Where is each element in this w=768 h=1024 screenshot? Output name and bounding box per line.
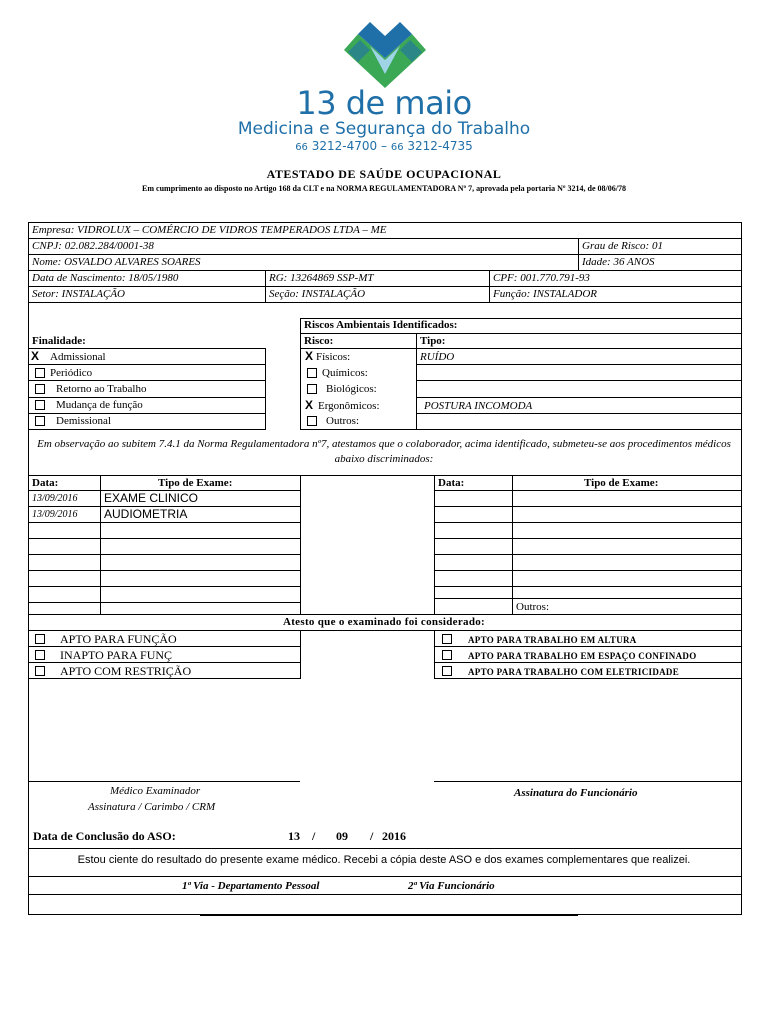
risco-quimicos-label: Químicos: [322,367,368,379]
medico-examinador-label: Médico Examinador [110,785,201,797]
conclusao-label: Data de Conclusão do ASO: [33,829,176,843]
apto-altura-label: APTO PARA TRABALHO EM ALTURA [468,635,637,645]
grau-risco-field: Grau de Risco: 01 [582,240,663,252]
conclusao-sep-2: / [370,829,374,843]
apto-altura-checkbox[interactable] [442,634,452,644]
risco-outros-checkbox[interactable] [307,416,317,426]
exames-right-data-header: Data: [438,477,465,489]
brand-subtitle: Medicina e Segurança do Trabalho [237,119,531,139]
via-1-label: 1ª Via - Departamento Pessoal [182,880,320,892]
riscos-heading: Riscos Ambientais Identificados: [304,319,458,331]
risco-biologicos-checkbox[interactable] [307,384,317,394]
exames-left-tipo-header: Tipo de Exame: [158,477,233,489]
phone-separator: – [381,139,387,153]
exames-outros-label: Outros: [516,601,549,613]
phone-2: 3212-4735 [407,139,473,153]
rg-field: RG: 13264869 SSP-MT [269,272,374,284]
apto-confinado-checkbox[interactable] [442,650,452,660]
via-2-label: 2ª Via Funcionário [408,880,495,892]
nome-field: Nome: OSVALDO ALVARES SOARES [32,256,201,268]
inapto-funcao-label: INAPTO PARA FUNÇ [60,648,173,662]
finalidade-demissional-label: Demissional [56,415,111,427]
finalidade-retorno-checkbox[interactable] [35,384,45,394]
conclusao-sep-1: / [312,829,316,843]
conclusao-ano: 2016 [382,829,406,843]
ciente-text: Estou ciente do resultado do presente exame médico. Recebi a cópia deste ASO e dos exames complementares que realizei. [77,854,691,866]
cnpj-field: CNPJ: 02.082.284/0001-38 [32,240,154,252]
empresa-field: Empresa: VIDROLUX – COMÉRCIO DE VIDROS TEMPERADOS LTDA – ME [32,224,387,236]
exame-row-1-tipo: EXAME CLINICO [104,491,199,505]
finalidade-periodico-checkbox[interactable] [35,368,45,378]
conclusao-mes: 09 [336,829,348,843]
risco-ergonomicos-check-mark: X [305,398,314,412]
exames-right-tipo-header: Tipo de Exame: [584,477,659,489]
apto-confinado-label: APTO PARA TRABALHO EM ESPAÇO CONFINADO [468,651,697,661]
finalidade-admissional-check-mark: X [31,349,40,363]
risco-ergonomicos-tipo: POSTURA INCOMODA [424,400,533,412]
conclusao-dia: 13 [288,829,300,843]
finalidade-demissional-checkbox[interactable] [35,416,45,426]
phone-area-2: 66 [390,142,404,153]
phone-area-1: 66 [295,142,308,153]
idade-field: Idade: 36 ANOS [582,256,655,268]
risco-biologicos-label: Biológicos: [326,383,377,395]
exames-left-data-header: Data: [32,477,59,489]
risco-fisicos-label: Físicos: [316,351,351,363]
assinatura-funcionario-label: Assinatura do Funcionário [514,787,638,799]
exame-row-1-data: 13/09/2016 [32,493,78,504]
finalidade-retorno-label: Retorno ao Trabalho [56,383,147,395]
risco-fisicos-tipo: RUÍDO [420,351,455,363]
risco-column-header: Risco: [304,335,334,347]
apto-restricao-label: APTO COM RESTRIÇÃO [60,664,192,678]
medico-assinatura-sub: Assinatura / Carimbo / CRM [88,801,216,813]
observacao-text: Em observação ao subitem 7.4.1 da Norma Regulamentadora nº7, atestamos que o colaborador, acima identificado, submeteu-se aos procedimentos médicos abaixo discriminados: [37,438,731,465]
inapto-funcao-checkbox[interactable] [35,650,45,660]
risco-fisicos-check-mark: X [305,349,314,363]
document-title: ATESTADO DE SAÚDE OCUPACIONAL [266,167,502,181]
apto-eletricidade-checkbox[interactable] [442,666,452,676]
apto-restricao-checkbox[interactable] [35,666,45,676]
apto-funcao-label: APTO PARA FUNÇÃO [60,632,177,646]
exame-row-2-data: 13/09/2016 [32,509,78,520]
finalidade-mudanca-checkbox[interactable] [35,400,45,410]
finalidade-mudanca-label: Mudança de função [56,399,143,411]
brand-name: 13 de maio [296,84,472,122]
secao-field: Seção: INSTALAÇÃO [269,288,366,300]
finalidade-admissional-label: Admissional [50,351,106,363]
nascimento-field: Data de Nascimento: 18/05/1980 [32,272,179,284]
tipo-column-header: Tipo: [420,335,446,347]
funcao-field: Função: INSTALADOR [493,288,597,300]
document-subtitle: Em cumprimento ao disposto no Artigo 168 da CLT e na NORMA REGULAMENTADORA Nº 7, aprovada pela portaria Nº 3214, de 08/06/78 [142,184,626,193]
risco-ergonomicos-label: Ergonômicos: [318,400,380,412]
risco-quimicos-checkbox[interactable] [307,368,317,378]
exame-row-2-tipo: AUDIOMETRIA [104,507,188,521]
company-logo-icon [340,18,430,90]
apto-eletricidade-label: APTO PARA TRABALHO COM ELETRICIDADE [468,667,680,677]
brand-phones [0,139,768,155]
finalidade-periodico-label: Periódico [50,367,93,379]
cpf-field: CPF: 001.770.791-93 [493,272,590,284]
risco-outros-label: Outros: [326,415,359,427]
atesto-heading: Atesto que o examinado foi considerado: [282,616,486,628]
phone-1: 3212-4700 [311,139,378,153]
finalidade-heading: Finalidade: [32,335,86,347]
apto-funcao-checkbox[interactable] [35,634,45,644]
setor-field: Setor: INSTALAÇÃO [32,288,125,300]
